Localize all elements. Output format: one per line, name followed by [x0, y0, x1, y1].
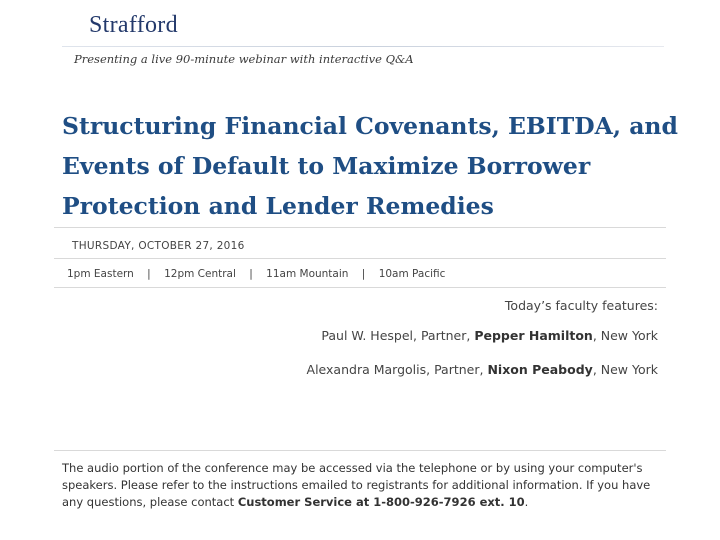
faculty-member — [307, 362, 658, 377]
faculty-firm: Nixon Peabody — [487, 362, 593, 377]
webinar-date: THURSDAY, OCTOBER 27, 2016 — [72, 240, 245, 252]
time-pacific: 10am Pacific — [378, 268, 446, 280]
time-mountain: 11am Mountain — [266, 268, 349, 280]
faculty-name-role: Alexandra Margolis, Partner, — [306, 362, 488, 377]
faculty-heading: Today’s faculty features: — [504, 298, 658, 313]
audio-instructions-end: . — [524, 495, 529, 509]
time-eastern: 1pm Eastern — [67, 268, 134, 280]
faculty-name-role: Paul W. Hespel, Partner, — [321, 328, 475, 343]
customer-service-contact: Customer Service at 1-800-926-7926 ext. 10 — [237, 495, 525, 509]
title-divider — [54, 227, 666, 228]
times-divider — [54, 287, 666, 288]
faculty-location: , New York — [592, 362, 658, 377]
time-central: 12pm Central — [164, 268, 236, 280]
faculty-member — [321, 328, 658, 343]
webinar-tagline: Presenting a live 90-minute webinar with interactive Q&A — [74, 52, 414, 66]
strafford-logo: Strafford — [89, 12, 178, 38]
audio-instructions-text: The audio portion of the conference may be accessed via the telephone or by using your computer's speakers. Please refer to the instructions emailed to registrants for additional information. If you have any questions, please contact — [62, 461, 651, 509]
webinar-title: Structuring Financial Covenants, EBITDA, and Events of Default to Maximize Borrower Protection and Lender Remedies — [62, 112, 678, 220]
header-divider — [62, 46, 664, 47]
faculty-firm: Pepper Hamilton — [474, 328, 593, 343]
webinar-times: 1pm Eastern | 12pm Central | 11am Mountain | 10am Pacific — [67, 268, 446, 280]
date-divider — [54, 258, 666, 259]
audio-instructions — [62, 460, 662, 511]
faculty-location: , New York — [592, 328, 658, 343]
footer-divider — [54, 450, 666, 451]
